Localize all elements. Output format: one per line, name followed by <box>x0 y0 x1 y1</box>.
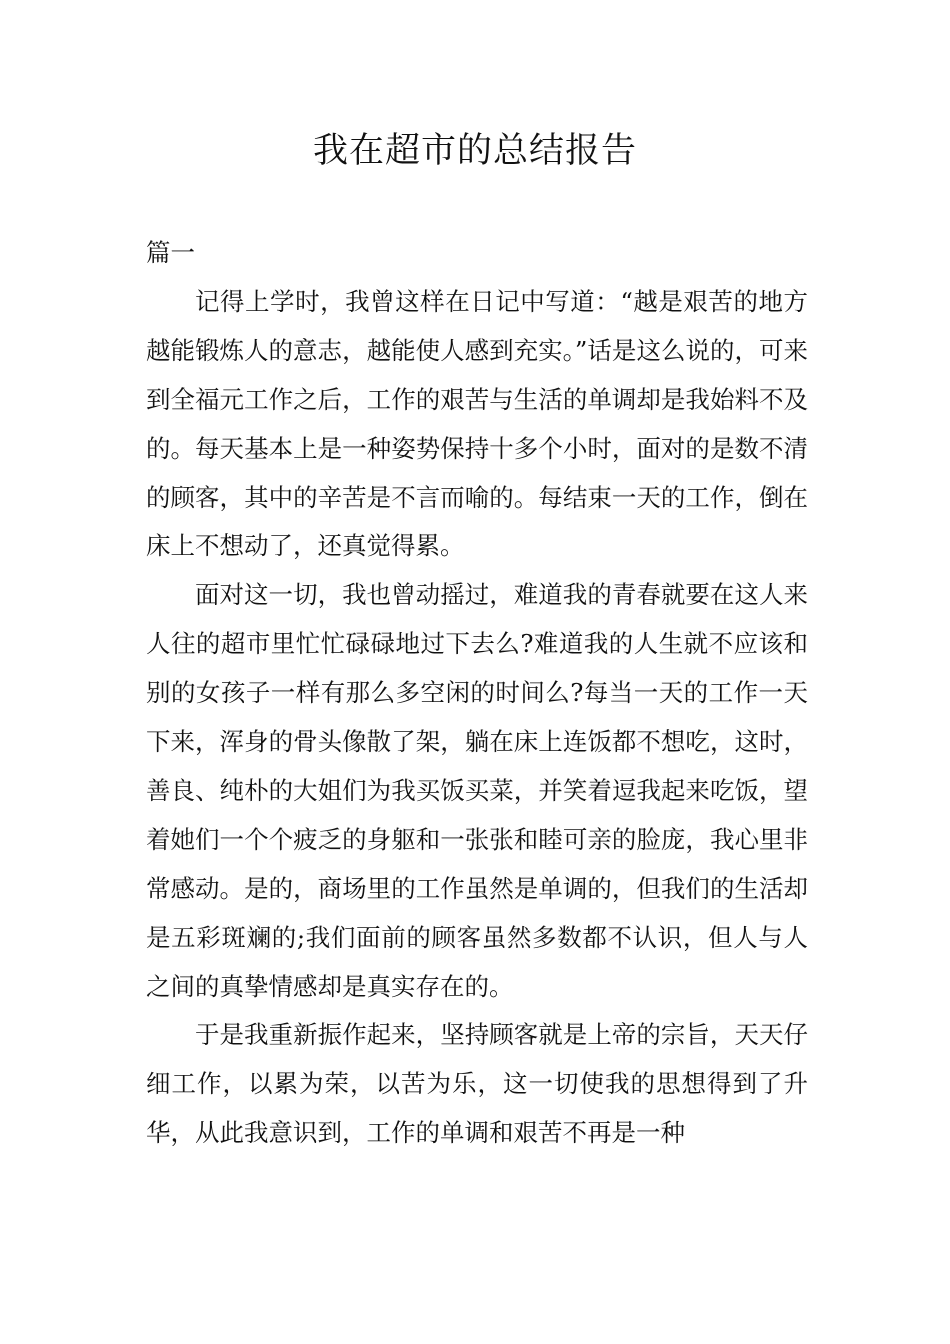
section-label: 篇一 <box>146 238 195 267</box>
paragraph-1: 记得上学时，我曾这样在日记中写道：“越是艰苦的地方越能锻炼人的意志，越能使人感到充实。”话是这么说的，可来到全福元工作之后，工作的艰苦与生活的单调却是我始料不及的。每天基本上是一种姿势保持十多个小时，面对的是数不清的顾客，其中的辛苦是不言而喻的。每结束一天的工作，倒在床上不想动了，还真觉得累。 <box>146 286 808 561</box>
document-body <box>146 229 808 1158</box>
paragraph-2: 面对这一切，我也曾动摇过，难道我的青春就要在这人来人往的超市里忙忙碌碌地过下去么?难道我的人生就不应该和别的女孩子一样有那么多空闲的时间么?每当一天的工作一天下来，浑身的骨头像散了架，躺在床上连饭都不想吃，这时，善良、纯朴的大姐们为我买饭买菜，并笑着逗我起来吃饭，望着她们一个个疲乏的身躯和一张张和睦可亲的脸庞，我心里非常感动。是的，商场里的工作虽然是单调的，但我们的生活却是五彩斑斓的;我们面前的顾客虽然多数都不认识，但人与人之间的真挚情感却是真实存在的。 <box>146 580 808 1001</box>
paragraph-3: 于是我重新振作起来，坚持顾客就是上帝的宗旨，天天仔细工作，以累为荣，以苦为乐，这一切使我的思想得到了升华，从此我意识到，工作的单调和艰苦不再是一种 <box>146 1020 808 1148</box>
document-title: 我在超市的总结报告 <box>312 131 637 171</box>
